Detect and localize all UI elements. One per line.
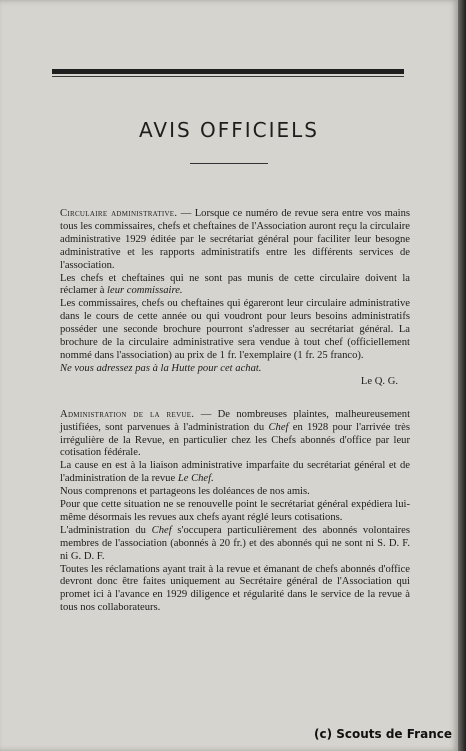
page-title: AVIS OFFICIELS (138, 118, 320, 142)
page-edge (458, 0, 466, 751)
section2-p5-italic: Chef (151, 524, 172, 536)
section2-paragraph-6: Toutes les réclamations ayant trait à la revue et émanant de chefs abonnés d'office devront donc être faites uniquement au Secrétaire général de l'Association qui promet ici à l'avance en 1929 diligence et régularité dans le service de la revue à tous nos collaborateurs. (60, 563, 410, 614)
document-body (60, 208, 410, 615)
section2-paragraph-5 (60, 525, 410, 564)
title-rule (190, 163, 268, 164)
section1-paragraph-2 (60, 273, 410, 299)
section2-paragraph-3: Nous comprenons et partageons les doléances de nos amis. (60, 486, 310, 498)
section1-signature: Le Q. G. (360, 375, 398, 387)
section2-p1-text-end: en 1928 pour l'arrivée très irrégulière de la Revue, en particulier chez les Chefs abonnés d'office par leur cotisation fédérale. (60, 421, 410, 459)
section1-paragraph-4: Ne vous adressez pas à la Hutte pour cet achat. (60, 362, 262, 374)
section2-paragraph-1 (60, 409, 410, 461)
section2-p5-text: L'administration du (60, 524, 152, 536)
section1-heading: Circulaire administrative. (60, 208, 178, 219)
copyright-watermark: (c) Scouts de France (313, 727, 452, 741)
section1-p1-text: — Lorsque ce numéro de revue sera entre vos mains tous les commissaires, chefs et cheftaines de l'Association auront reçu la circulaire administrative 1929 éditée par le secrétariat général pour faciliter leur besogne administrative et les rapports administratifs entre les différents services de l'association. (60, 208, 410, 271)
section2-p1-text: — De nombreuses plaintes, malheureusement justifiées, sont parvenues à l'administration du (60, 408, 411, 433)
section2-p2-italic: Le Chef. (177, 473, 214, 485)
section1-p2-italic: leur commissaire. (107, 285, 183, 297)
section1-paragraph-1 (60, 208, 410, 273)
top-rule (52, 69, 404, 74)
section2-heading: Administration de la revue. (60, 408, 195, 420)
section2-paragraph-2 (60, 460, 410, 486)
top-rule-thin (52, 76, 404, 77)
section2-p5-text-end: s'occupera particulièrement des abonnés volontaires membres de l'association (abonnés à 20 fr.) et des abonnés qui ne sont ni S. D. F. ni G. D. F. (60, 524, 410, 562)
section2-p1-italic: Chef (268, 421, 289, 433)
section2-paragraph-4: Pour que cette situation ne se renouvelle point le secrétariat général expédiera lui-même désormais les revues aux chefs ayant réglé leurs cotisations. (60, 499, 410, 523)
section1-paragraph-3: Les commissaires, chefs ou cheftaines qui égareront leur circulaire administrative dans le cours de cette année ou qui voudront pour leurs besoins administratifs posséder une seconde brochure pourront s'adresser au secrétariat général. La brochure de la circulaire administrative sera vendue à tout chef (officiellement nommé dans l'association) au prix de 1 fr. l'exemplaire (1 fr. 25 franco). (60, 298, 410, 361)
section2-p2-text: La cause en est à la liaison administrative imparfaite du secrétariat général et de l'administration de la revue (60, 460, 410, 485)
section1-p2-text: Les chefs et cheftaines qui ne sont pas munis de cette circulaire doivent la réclamer à (60, 272, 410, 297)
